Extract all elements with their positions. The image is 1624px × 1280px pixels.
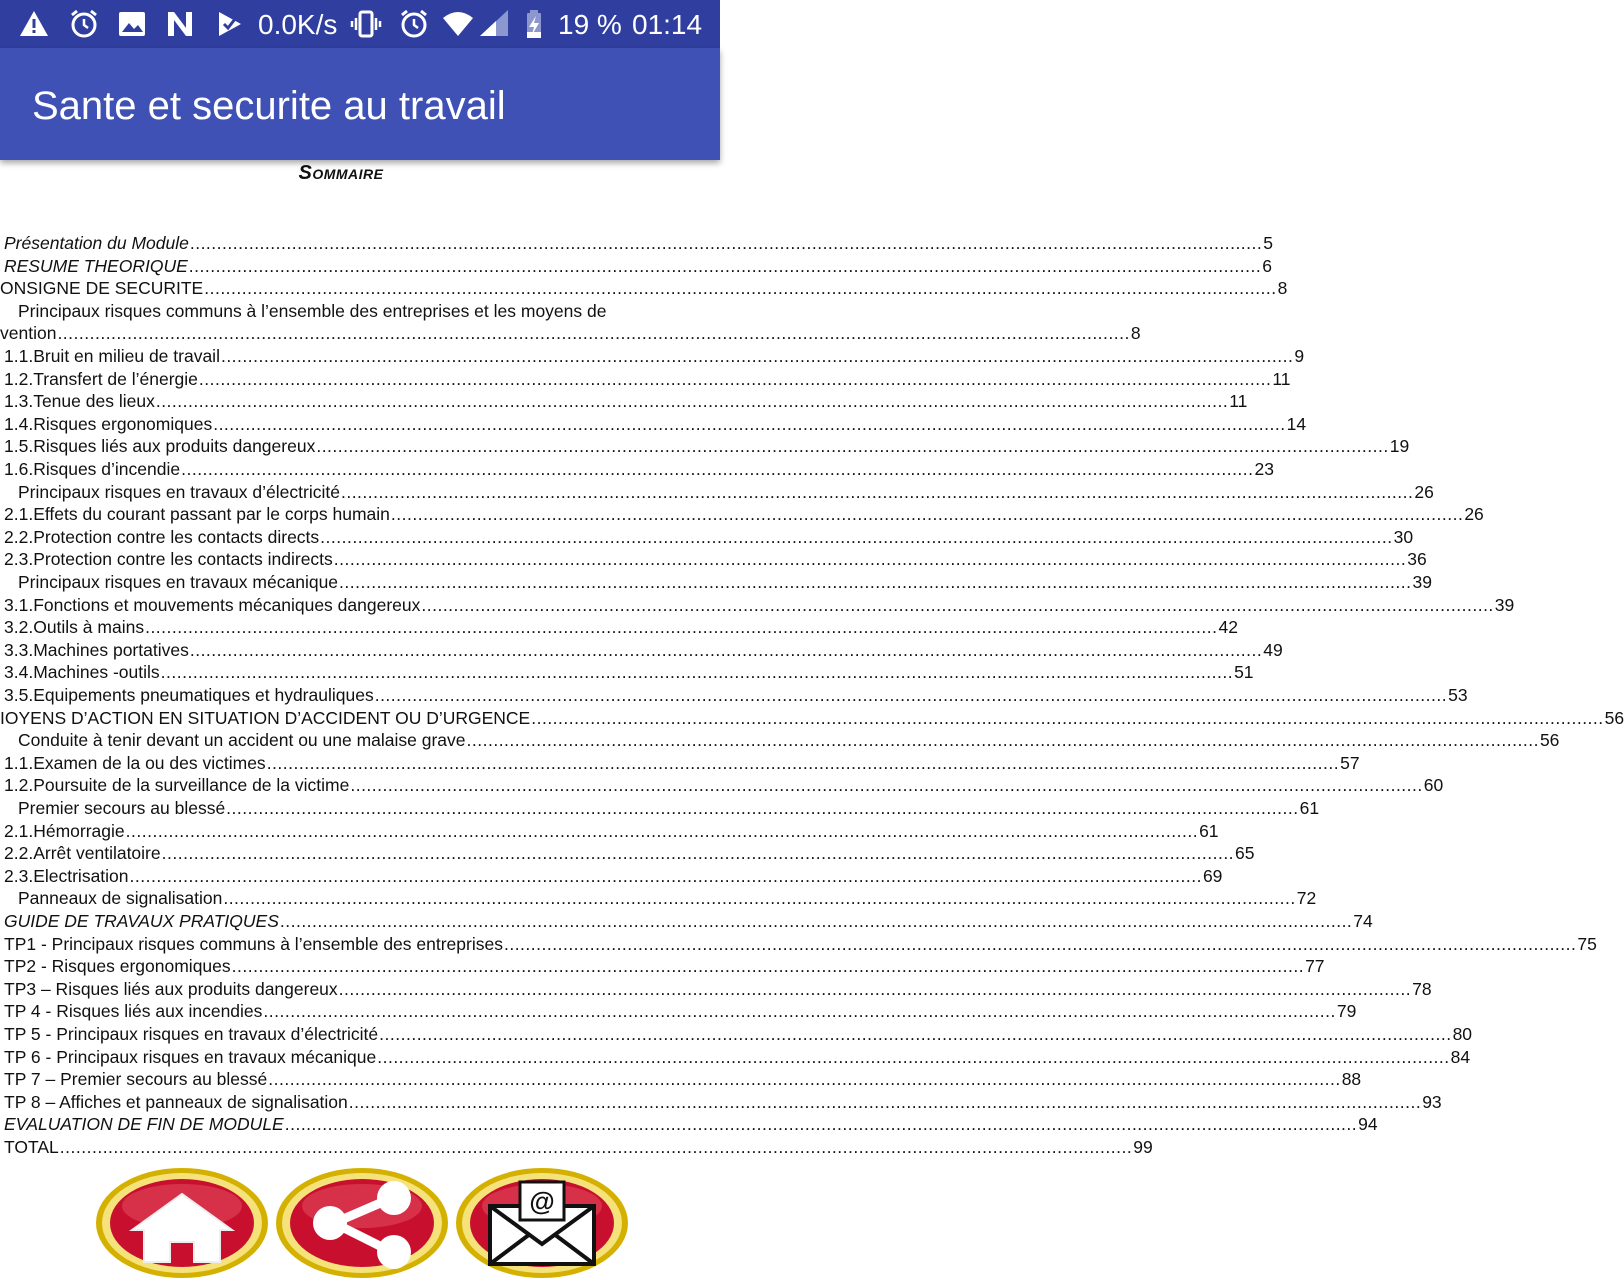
toc-entry-page: 72 — [1296, 888, 1317, 909]
toc-entry-title: Risques liés aux produits dangereux — [33, 436, 316, 457]
toc-leader-dots: ........................................................................................................................................................................................................ — [223, 888, 1296, 909]
toc-entry-page: 56 — [1539, 730, 1560, 751]
status-bar — [0, 0, 720, 48]
toc-entry-number: 2.3. — [4, 865, 34, 886]
toc-entry — [0, 277, 1288, 299]
toc-entry — [4, 435, 1410, 457]
toc-entry-title: Outils à mains — [33, 617, 145, 638]
toc-leader-dots: ........................................................................................................................................................................................................ — [316, 436, 1389, 457]
toc-entry-page: 26 — [1414, 481, 1434, 502]
toc-entry — [4, 1068, 1362, 1090]
toc-entry-title: Premier secours au blessé — [18, 798, 226, 818]
home-button[interactable] — [94, 1166, 270, 1280]
toc-entry-page: 9 — [1294, 346, 1305, 366]
network-speed: 0.0K/s — [258, 9, 338, 40]
toc-entry-title: Présentation du Module — [4, 233, 189, 253]
toc-entry — [4, 232, 1273, 254]
battery-charging-icon — [518, 8, 550, 40]
toc-entry — [4, 594, 1515, 616]
toc-entry-page: 11 — [1272, 368, 1291, 389]
toc-entry — [4, 910, 1373, 932]
toc-entry-page: 56 — [1604, 707, 1624, 728]
toc-leader-dots: ........................................................................................................................................................................................................ — [531, 707, 1604, 728]
battery-level: 19 % — [558, 9, 622, 40]
alarm-icon — [68, 8, 100, 40]
toc-entry-page: 80 — [1452, 1024, 1473, 1044]
toc-leader-dots: ........................................................................................................................................................................................................ — [320, 526, 1393, 547]
toc-entry-title: RESUME THEORIQUE — [4, 255, 188, 276]
toc-leader-dots: ........................................................................................................................................................................................................ — [333, 549, 1407, 570]
wifi-icon — [442, 8, 474, 40]
toc-entry — [4, 345, 1305, 367]
toc-entry-number: 3.4. — [4, 662, 34, 683]
toc-entry — [4, 978, 1432, 1000]
toc-entry-page: 11 — [1229, 391, 1248, 412]
alarm-icon-2 — [398, 8, 430, 40]
toc-leader-dots: ........................................................................................................................................................................................................ — [213, 413, 1286, 434]
toc-entry-number: 3.2. — [4, 617, 34, 638]
toc-leader-dots: ........................................................................................................................................................................................................ — [266, 752, 1340, 773]
email-button[interactable] — [454, 1166, 630, 1280]
toc-entry — [4, 774, 1444, 796]
toc-leader-dots: ........................................................................................................................................................................................................ — [338, 978, 1412, 999]
toc-entry-number: 3.1. — [4, 594, 34, 615]
toc-entry-number: 1.2. — [4, 775, 34, 796]
toc-leader-dots: ........................................................................................................................................................................................................ — [226, 798, 1299, 818]
toc-entry-page: 84 — [1450, 1046, 1471, 1067]
document-view[interactable] — [0, 160, 1624, 1160]
toc-entry-page: 61 — [1199, 820, 1219, 841]
toc-entry-title: Examen de la ou des victimes — [33, 752, 266, 773]
toc-entry-number: 2.2. — [4, 843, 34, 864]
toc-entry-title: TP 6 - Principaux risques en travaux mécanique — [4, 1046, 377, 1067]
toc-entry-page: 42 — [1218, 617, 1238, 638]
toc-entry — [4, 639, 1283, 661]
toc-entry-page: 57 — [1340, 752, 1360, 773]
toc-entry — [4, 616, 1238, 638]
toc-entry-title: Bruit en milieu de travail — [33, 346, 220, 366]
toc-entry — [4, 820, 1219, 842]
warning-icon — [18, 8, 50, 40]
toc-entry-page: 65 — [1235, 843, 1255, 864]
toc-entry-number: 1.1. — [4, 752, 34, 773]
toc-leader-dots: ........................................................................................................................................................................................................ — [503, 933, 1577, 954]
toc-entry — [4, 413, 1307, 435]
toc-entry-page: 61 — [1299, 798, 1320, 818]
image-icon — [116, 8, 148, 40]
toc-leader-dots: ........................................................................................................................................................................................................ — [263, 1001, 1336, 1022]
toc-entry-number: 1.1. — [4, 346, 34, 366]
toc-entry — [4, 933, 1597, 955]
toc-entry — [18, 300, 720, 322]
n-app-icon — [164, 8, 196, 40]
toc-entry-title: Machines portatives — [33, 639, 189, 660]
toc-entry-number: 2.1. — [4, 504, 34, 525]
toc-leader-dots: ........................................................................................................................................................................................................ — [155, 391, 1229, 412]
toc-entry-page: 14 — [1286, 413, 1307, 434]
toc-entry — [4, 458, 1274, 480]
toc-leader-dots: ........................................................................................................................................................................................................ — [340, 481, 1414, 502]
toc-entry-title: TP 5 - Principaux risques en travaux d’électricité — [4, 1024, 379, 1044]
toc-leader-dots: ........................................................................................................................................................................................................ — [160, 662, 1234, 683]
toc-entry-page: 19 — [1389, 436, 1410, 457]
toc-entry — [4, 1000, 1357, 1022]
toc-leader-dots: ........................................................................................................................................................................................................ — [220, 346, 1294, 366]
toc-entry-title: Electrisation — [33, 865, 129, 886]
toc-entry-title: Principaux risques en travaux d’électricité — [18, 481, 340, 502]
toc-leader-dots: ........................................................................................................................................................................................................ — [350, 775, 1423, 796]
share-button[interactable] — [274, 1166, 450, 1280]
toc-entry-title: Conduite à tenir devant un accident ou une malaise grave — [18, 730, 466, 751]
toc-entry-page: 69 — [1202, 865, 1223, 886]
toc-entry-page: 39 — [1412, 572, 1432, 592]
toc-entry — [4, 684, 1468, 706]
toc-leader-dots: ........................................................................................................................................................................................................ — [466, 730, 1539, 751]
toc-entry-title: ONSIGNE DE SECURITE — [0, 278, 204, 299]
toc-entry-page: 5 — [1263, 233, 1273, 253]
toc-entry-page: 51 — [1234, 662, 1254, 683]
toc-entry — [0, 322, 1141, 344]
toc-entry-page: 39 — [1494, 594, 1515, 615]
toc-entry-title: TP 4 - Risques liés aux incendies — [4, 1001, 263, 1022]
toc-entry-page: 8 — [1277, 278, 1288, 299]
toc-entry-number: 2.2. — [4, 526, 34, 547]
toc-entry-title: Transfert de l’énergie — [33, 368, 198, 389]
toc-entry-number: 2.1. — [4, 820, 34, 841]
toc-entry-title: Tenue des lieux — [33, 391, 155, 412]
toc-leader-dots: ........................................................................................................................................................................................................ — [189, 639, 1263, 660]
toc-entry — [18, 729, 1560, 751]
toc-entry-page: 30 — [1393, 526, 1414, 547]
toc-leader-dots: ........................................................................................................................................................................................................ — [279, 911, 1353, 931]
toc-leader-dots: ........................................................................................................................................................................................................ — [161, 843, 1235, 864]
check-app-icon — [214, 8, 246, 40]
toc-entry — [4, 255, 1272, 277]
toc-entry — [4, 752, 1360, 774]
toc-entry-number: 1.3. — [4, 391, 34, 412]
toc-entry-number: 3.3. — [4, 639, 34, 660]
document-heading: SOMMAIRE — [298, 162, 384, 184]
toc-entry-page: 23 — [1254, 459, 1274, 479]
toc-entry — [4, 1113, 1378, 1135]
envelope-icon — [456, 1168, 628, 1278]
toc-leader-dots: ........................................................................................................................................................................................................ — [198, 368, 1272, 389]
toc-entry-title: TP2 - Risques ergonomiques — [4, 956, 231, 977]
toc-entry-title: Poursuite de la surveillance de la victime — [33, 775, 350, 796]
app-bar — [0, 48, 720, 160]
toc-entry-page: 8 — [1130, 323, 1141, 344]
toc-leader-dots: ........................................................................................................................................................................................................ — [125, 820, 1199, 841]
toc-entry-title: Risques d’incendie — [33, 459, 181, 479]
toc-leader-dots: ........................................................................................................................................................................................................ — [59, 1137, 1133, 1157]
toc-entry-page: 77 — [1305, 956, 1325, 977]
toc-entry — [4, 1136, 1153, 1158]
toc-entry-title: Equipements pneumatiques et hydrauliques — [33, 685, 374, 705]
toc-entry — [18, 887, 1317, 909]
toc-entry-title: IOYENS D’ACTION EN SITUATION D’ACCIDENT OU D’URGENCE — [0, 707, 531, 728]
toc-leader-dots: ........................................................................................................................................................................................................ — [421, 594, 1494, 615]
toc-entry-title: Protection contre les contacts indirects — [33, 549, 333, 570]
toc-entry-page: 78 — [1412, 978, 1432, 999]
svg-text:@: @ — [529, 1186, 555, 1216]
toc-entry-title: TOTAL — [4, 1137, 59, 1157]
toc-leader-dots: ........................................................................................................................................................................................................ — [145, 617, 1218, 638]
toc-leader-dots: ........................................................................................................................................................................................................ — [204, 278, 1277, 299]
house-icon — [96, 1168, 268, 1278]
toc-entry — [4, 1046, 1471, 1068]
toc-leader-dots: ........................................................................................................................................................................................................ — [57, 323, 1130, 344]
signal-icon — [478, 8, 510, 40]
toc-entry-number: 1.5. — [4, 436, 34, 457]
toc-entry-page: 94 — [1358, 1114, 1378, 1135]
toc-entry — [4, 1023, 1473, 1045]
toc-leader-dots: ........................................................................................................................................................................................................ — [231, 956, 1305, 977]
toc-entry — [4, 503, 1484, 525]
toc-entry-number: 1.2. — [4, 368, 34, 389]
toc-leader-dots: ........................................................................................................................................................................................................ — [188, 255, 1262, 276]
toc-entry-page: 99 — [1133, 1137, 1153, 1157]
toc-entry — [4, 955, 1325, 977]
vibrate-icon — [350, 8, 382, 40]
toc-entry-number: 2.3. — [4, 549, 34, 570]
toc-entry-title: EVALUATION DE FIN DE MODULE — [4, 1114, 284, 1135]
toc-entry-page: 93 — [1422, 1091, 1442, 1112]
toc-entry — [4, 865, 1223, 887]
app-title: Sante et securite au travail — [32, 84, 506, 128]
toc-entry-title: Protection contre les contacts directs — [33, 526, 320, 547]
toc-leader-dots: ........................................................................................................................................................................................................ — [377, 1046, 1450, 1067]
toc-entry-title: Risques ergonomiques — [33, 413, 213, 434]
toc-entry — [4, 842, 1255, 864]
toc-entry-number: 3.5. — [4, 685, 34, 705]
toc-entry-page: 53 — [1448, 685, 1468, 705]
toc-entry — [18, 571, 1432, 593]
toc-leader-dots: ........................................................................................................................................................................................................ — [390, 504, 1464, 525]
toc-entry-page: 75 — [1577, 933, 1597, 954]
toc-entry-title: Arrêt ventilatoire — [33, 843, 161, 864]
toc-entry-title: TP1 - Principaux risques communs à l’ensemble des entreprises — [4, 933, 503, 954]
toc-leader-dots: ........................................................................................................................................................................................................ — [379, 1024, 1452, 1044]
bottom-bar — [0, 1160, 720, 1280]
toc-entry-page: 79 — [1336, 1001, 1357, 1022]
toc-entry-page: 36 — [1407, 549, 1427, 570]
toc-entry-page: 60 — [1423, 775, 1444, 796]
toc-entry-title: TP 8 – Affiches et panneaux de signalisation — [4, 1091, 348, 1112]
toc-entry-title: vention — [0, 323, 57, 344]
clock: 01:14 — [632, 9, 703, 40]
toc-leader-dots: ........................................................................................................................................................................................................ — [284, 1114, 1358, 1135]
toc-entry — [4, 661, 1254, 683]
toc-entry-title: TP3 – Risques liés aux produits dangereux — [4, 978, 338, 999]
toc-leader-dots: ........................................................................................................................................................................................................ — [129, 865, 1202, 886]
toc-entry-page: 74 — [1353, 911, 1373, 931]
toc-entry-page: 88 — [1341, 1069, 1362, 1090]
toc-leader-dots: ........................................................................................................................................................................................................ — [181, 459, 1254, 479]
toc-leader-dots: ........................................................................................................................................................................................................ — [374, 685, 1448, 705]
toc-entry — [4, 548, 1427, 570]
toc-entry-title: Hémorragie — [33, 820, 125, 841]
toc-entry-number: 1.4. — [4, 413, 34, 434]
toc-leader-dots: ........................................................................................................................................................................................................ — [348, 1091, 1422, 1112]
toc-leader-dots: ........................................................................................................................................................................................................ — [339, 572, 1412, 592]
toc-entry — [18, 797, 1320, 819]
toc-entry-title: Panneaux de signalisation — [18, 888, 223, 909]
toc-entry-title: Principaux risques en travaux mécanique — [18, 572, 339, 592]
toc-entry — [4, 1091, 1442, 1113]
toc-entry-title: GUIDE DE TRAVAUX PRATIQUES — [4, 911, 279, 931]
toc-entry — [0, 707, 1624, 729]
toc-entry-page: 49 — [1263, 639, 1283, 660]
toc-entry — [18, 481, 1434, 503]
toc-entry — [4, 390, 1248, 412]
toc-entry-title: Machines -outils — [33, 662, 160, 683]
toc-entry-title: Principaux risques communs à l’ensemble des entreprises et les moyens de — [18, 300, 607, 321]
share-icon — [276, 1168, 448, 1278]
toc-entry-title: Effets du courant passant par le corps humain — [33, 504, 390, 525]
toc-leader-dots: ........................................................................................................................................................................................................ — [189, 233, 1263, 253]
toc-entry — [4, 526, 1414, 548]
toc-entry — [4, 368, 1291, 390]
toc-entry-page: 6 — [1262, 255, 1272, 276]
toc-entry-title: TP 7 – Premier secours au blessé — [4, 1069, 268, 1090]
toc-entry-title: Fonctions et mouvements mécaniques dangereux — [33, 594, 421, 615]
toc-entry-page: 26 — [1464, 504, 1484, 525]
toc-leader-dots: ........................................................................................................................................................................................................ — [268, 1069, 1341, 1090]
toc-entry-number: 1.6. — [4, 459, 34, 479]
